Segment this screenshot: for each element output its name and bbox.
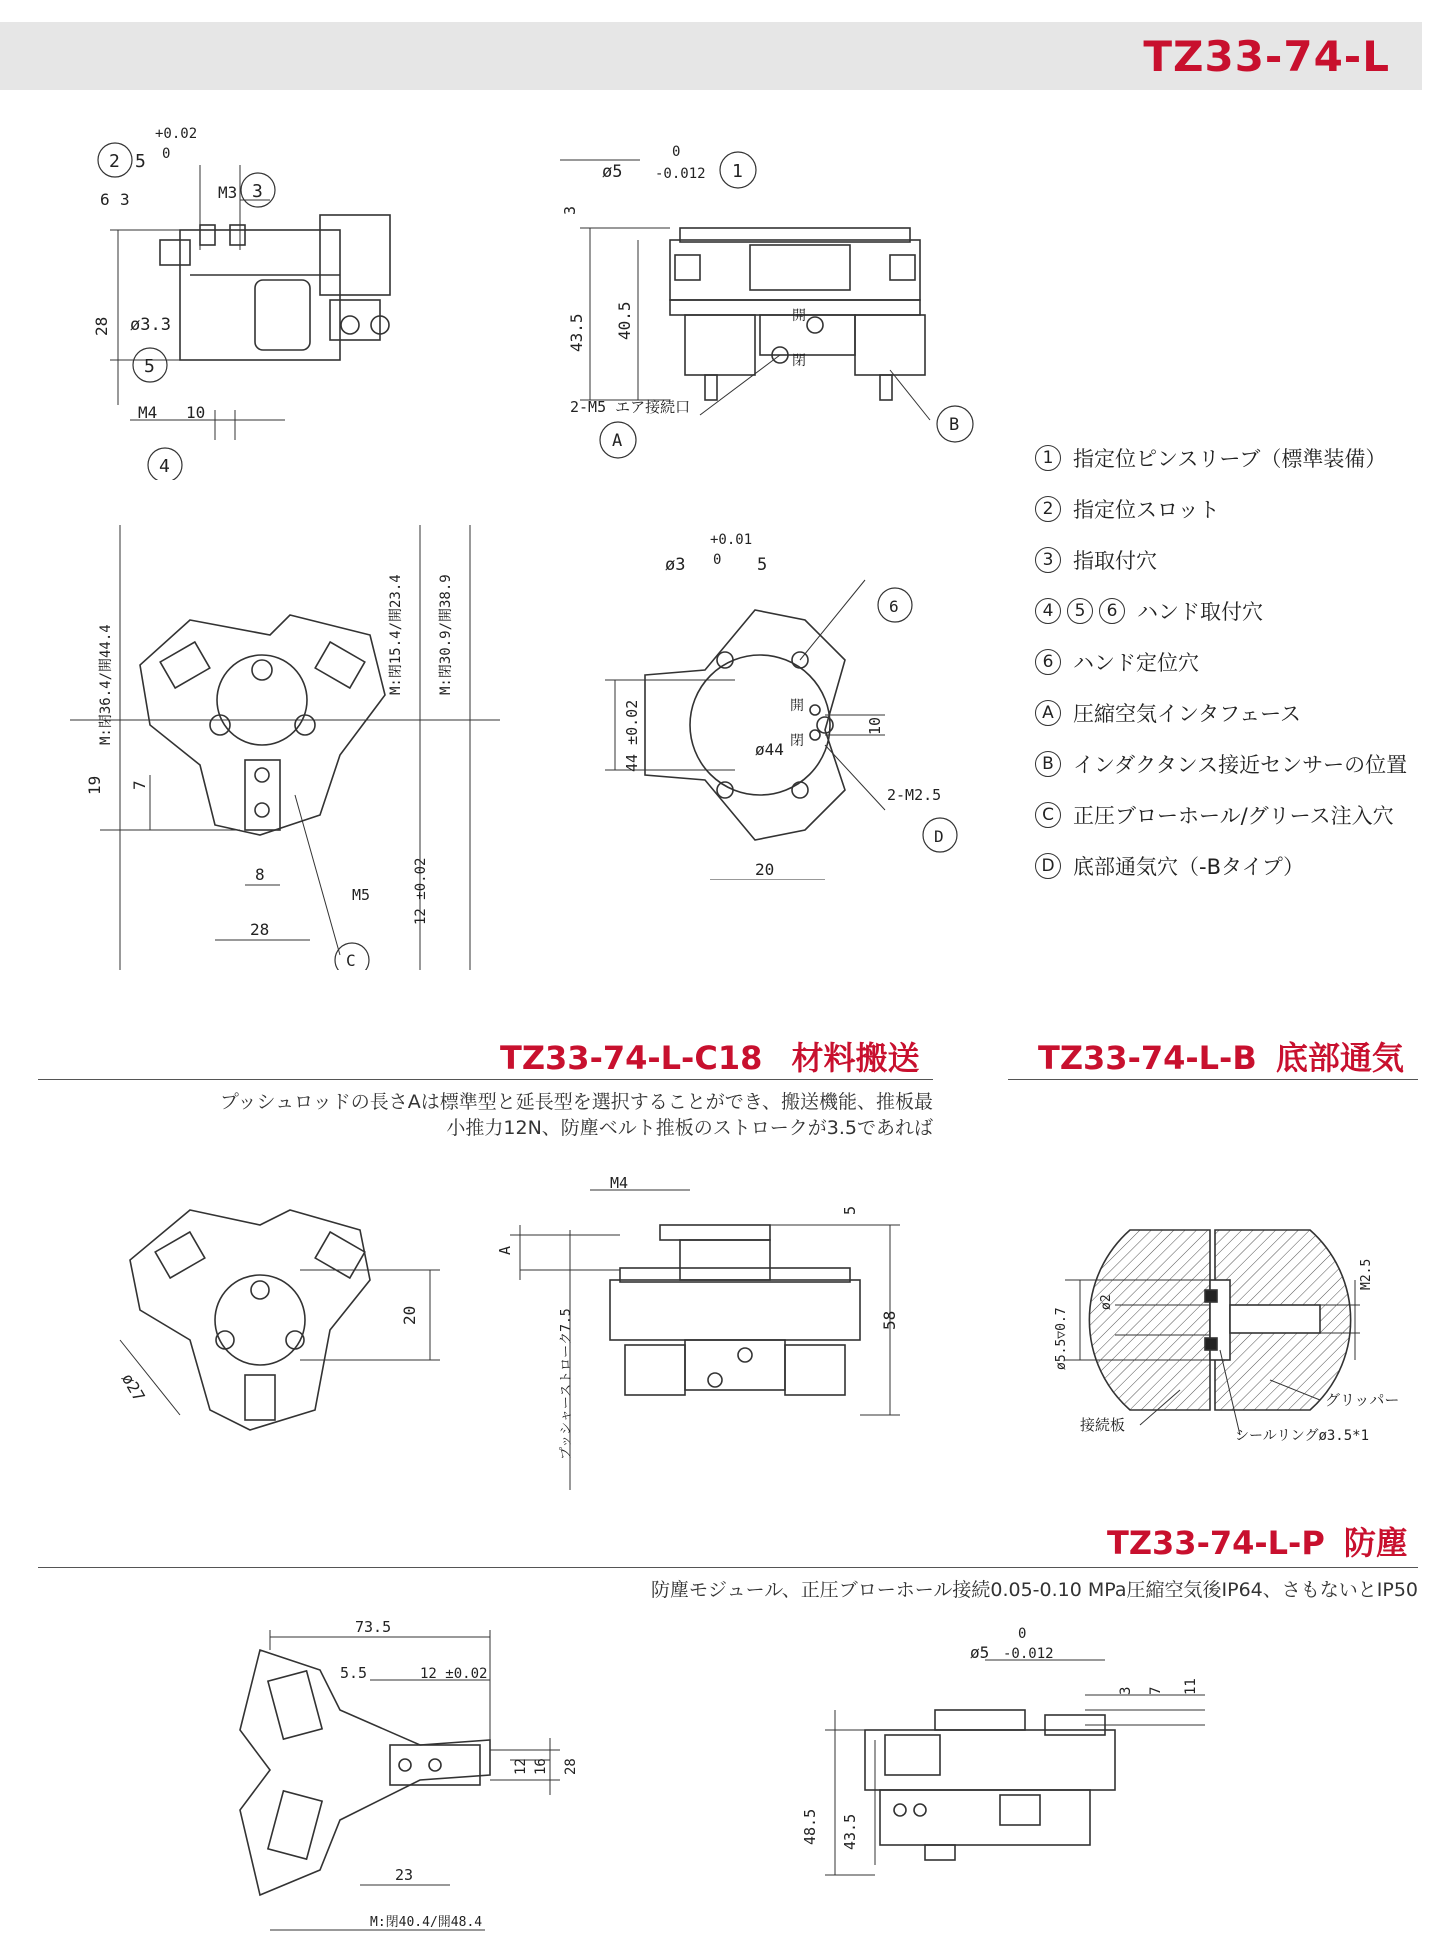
legend-mark: C [1035,802,1061,828]
section-p-subtitle: 防塵 [1343,1524,1408,1562]
legend-mark: B [1035,751,1061,777]
dim-d8-v16: 16 [533,1758,549,1775]
legend-item [1035,534,1445,585]
dim-d8-v28: 28 [563,1758,579,1775]
dim-d3-l3: M:閉30.9/開38.9 [438,574,454,695]
header-bar [0,22,1422,90]
dim-d5-v20: 20 [400,1305,419,1325]
dim-d3-l2: M:閉15.4/開23.4 [388,574,404,695]
dim-d7-d55: ø5.5▽0.7 [1054,1307,1069,1370]
dim-d2-close: 閉 [792,353,806,369]
legend-mark: 4 [1035,598,1061,624]
dim-d4-m25: 2-M2.5 [887,786,942,804]
section-c18-code: TZ33-74-L-C18 [500,1039,763,1077]
dim-d1-v5: 5 [135,151,146,172]
legend-label: 指定位ピンスリーブ（標準装備） [1073,446,1387,471]
legend-item [1035,636,1445,687]
dim-d2-cB: B [949,415,960,435]
legend-mark: 1 [1035,445,1061,471]
section-c18-subtitle: 材料搬送 [791,1039,920,1077]
dim-d1-v28: 28 [92,316,111,336]
legend [1035,432,1445,891]
section-c18-desc [38,1089,933,1141]
drawing-p-side-view [785,1620,1225,1930]
legend-item [1035,432,1445,483]
dim-d1-tol0: 0 [162,146,171,162]
dim-d3-m5: M5 [352,886,371,904]
dim-d5-d27: ø27 [117,1370,149,1405]
legend-label: 指取付穴 [1073,548,1157,573]
dim-d2-cA: A [612,431,623,451]
dim-d6-v5: 5 [841,1205,859,1215]
dim-d4-close: 閉 [790,733,804,749]
section-b-code: TZ33-74-L-B [1038,1039,1257,1077]
dim-d1-v3: 3 [120,190,130,209]
legend-mark: A [1035,700,1061,726]
legend-label: 正圧ブローホール/グリース注入穴 [1073,803,1394,828]
dim-d9-v3: 3 [1118,1686,1134,1695]
legend-item [1035,789,1445,840]
dim-d3-cC: C [346,951,356,970]
dim-d2-d5: ø5 [602,162,623,182]
dim-d7-plate: 接続板 [1080,1416,1126,1434]
legend-label: 底部通気穴（-Bタイプ） [1073,854,1305,879]
dim-d6-v58: 58 [880,1310,899,1330]
dim-d1-d10: 10 [186,403,206,422]
dim-d4-cD: D [934,827,944,846]
legend-label: 圧縮空気インタフェース [1073,701,1302,726]
dim-d2-tol0: 0 [672,144,681,160]
legend-item [1035,840,1445,891]
dim-d8-m: M:閉40.4/開48.4 [370,1915,483,1930]
legend-item [1035,585,1445,636]
legend-label: ハンド定位穴 [1073,650,1199,675]
dim-d9-v7: 7 [1148,1686,1164,1695]
dim-d8-v23: 23 [395,1866,414,1884]
dim-d6-m4: M4 [610,1174,629,1192]
dim-d1-m4: M4 [138,403,158,422]
legend-mark: 6 [1035,649,1061,675]
dim-d3-v8: 8 [255,865,265,884]
drawing-p-top-view [220,1610,640,1940]
drawing-c18-side-view [490,1170,910,1500]
dim-d7-gripper: グリッパー [1325,1391,1400,1409]
dim-d4-c6: 6 [889,597,899,616]
legend-mark: 3 [1035,547,1061,573]
dim-d4-dep: 5 [757,555,768,575]
legend-mark: 6 [1099,598,1125,624]
dim-d3-l1: M:閉36.4/開44.4 [98,624,114,745]
dim-d1-c5: 5 [144,356,155,377]
dim-d2-v435: 43.5 [567,313,586,352]
dim-d4-d3: ø3 [665,555,686,575]
dim-d3-v7: 7 [130,780,149,790]
legend-mark: 5 [1067,598,1093,624]
section-p-desc: 防塵モジュール、正圧ブローホール接続0.05-0.10 MPa圧縮空気後IP64、さもないとIP50 [651,1579,1418,1601]
dim-d4-v20: 20 [755,860,775,879]
dim-d9-d5: ø5 [970,1643,990,1662]
section-p-rule [38,1567,1418,1568]
legend-label: ハンド取付穴 [1137,599,1263,624]
dim-d4-tol: +0.01 [710,532,753,548]
dim-d9-tol0: 0 [1018,1626,1027,1642]
section-b-subtitle: 底部通気 [1275,1039,1404,1077]
legend-mark: 2 [1035,496,1061,522]
drawing-b-section-detail [1020,1180,1440,1450]
legend-item [1035,738,1445,789]
dim-d2-v405: 40.5 [615,301,634,340]
dim-d7-seal: シールリングø3.5*1 [1235,1428,1370,1444]
dim-d3-v19: 19 [85,775,104,795]
dim-d4-v10: 10 [866,716,884,735]
drawing-top-view-center [595,530,985,880]
drawing-top-view-left [40,525,510,970]
dim-d6-a: A [496,1245,514,1255]
section-c18-title [500,1033,920,1079]
section-p-code: TZ33-74-L-P [1107,1524,1325,1562]
dim-d8-v12b: 12 [513,1758,529,1775]
dim-d9-v435: 43.5 [841,1813,859,1850]
drawing-side-view-left [90,120,430,480]
drawing-side-view-center [560,140,980,485]
dim-d3-v12: 12 ±0.02 [413,857,429,925]
dim-d2-v3: 3 [561,205,579,215]
dim-d1-tol: +0.02 [155,126,198,142]
section-b-title [1038,1033,1404,1079]
section-c18-desc-line1: プッシュロッドの長さAは標準型と延長型を選択することができ、搬送機能、推板最 [219,1091,933,1113]
legend-item [1035,483,1445,534]
dim-d1-m3: M3 [218,183,238,202]
legend-label: 指定位スロット [1073,497,1220,522]
dim-d7-d2: ø2 [1099,1294,1114,1310]
section-p-title [1107,1518,1408,1564]
section-b-rule [1008,1079,1418,1080]
dim-d4-d44: ø44 [755,740,784,759]
dim-d4-tol0: 0 [713,552,722,568]
dim-d6-stroke: プッシャーストローク7.5 [559,1308,574,1460]
section-c18-rule [38,1079,933,1080]
dim-d8-v735: 73.5 [355,1618,392,1636]
legend-mark: D [1035,853,1061,879]
dim-d1-v6: 6 [100,190,110,209]
drawing-c18-top-view [100,1200,440,1470]
dim-d2-c1: 1 [732,161,743,182]
legend-item [1035,687,1445,738]
dim-d2-m5: 2-M5 エア接続口 [570,398,691,416]
dim-d4-open: 開 [790,698,804,714]
dim-d1-d33: ø3.3 [130,315,171,335]
dim-d9-v11: 11 [1183,1678,1199,1695]
dim-d9-v485: 48.5 [801,1808,819,1845]
dim-d1-c4: 4 [159,456,170,477]
dim-d3-v28: 28 [250,920,270,939]
dim-d4-v44: 44 ±0.02 [623,699,641,772]
dim-d1-c3: 3 [252,181,263,202]
dim-d9-tol: -0.012 [1003,1646,1054,1662]
dim-d8-v12: 12 ±0.02 [420,1666,488,1682]
dim-d1-c2: 2 [109,151,120,172]
dim-d8-v55: 5.5 [340,1664,368,1682]
dim-d2-tol: -0.012 [655,166,706,182]
section-c18-desc-line2: 小推力12N、防塵ベルト推板のストロークが3.5であれば [446,1117,933,1139]
page-title: TZ33-74-L [1143,32,1390,81]
legend-label: インダクタンス接近センサーの位置 [1073,752,1408,777]
dim-d2-open: 開 [792,308,806,324]
dim-d7-m25: M2.5 [1359,1258,1374,1290]
